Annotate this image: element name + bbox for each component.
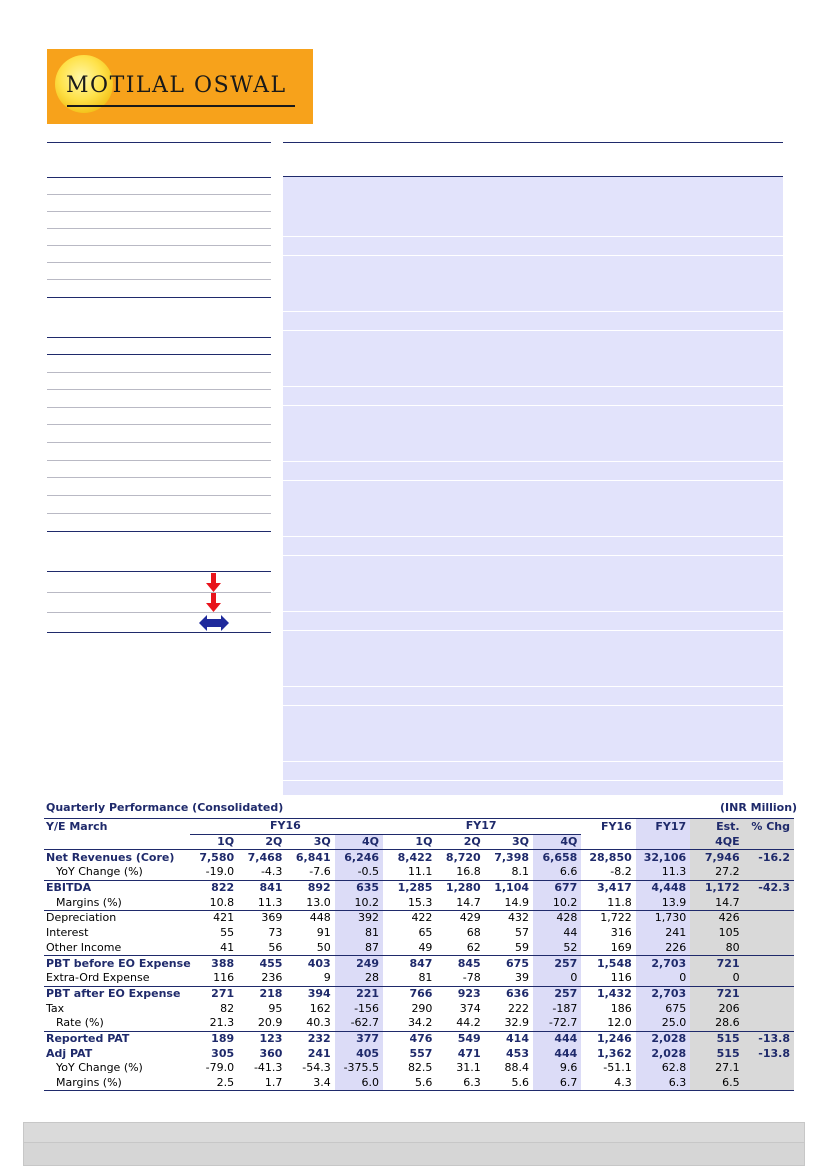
table-cell: 44 [533, 926, 581, 941]
table-cell: 11.1 [407, 865, 433, 879]
table-cell: 50 [316, 940, 331, 954]
table-cell: 7,580 [190, 850, 238, 865]
table-cell: 82 [220, 1001, 235, 1015]
table-cell: 249 [335, 956, 383, 971]
row-label: Adj PAT [46, 1046, 93, 1060]
table-cell: 4.3 [581, 1076, 635, 1091]
table-cell [744, 865, 794, 880]
table-cell: 1,246 [581, 1031, 635, 1046]
table-cell: 394 [286, 986, 334, 1001]
table-cell: 369 [238, 911, 286, 926]
table-cell: 88.4 [504, 1061, 529, 1075]
table-cell: 49 [418, 940, 433, 954]
est-header: Est. [690, 819, 743, 835]
table-cell: 206 [690, 1001, 743, 1016]
table-cell: 6,841 [286, 850, 334, 865]
quarterly-performance-table [44, 818, 794, 1091]
logo-underline [67, 105, 295, 107]
table-cell: 9.6 [533, 1061, 581, 1076]
table-cell: 841 [238, 880, 286, 895]
table-cell: -42.3 [744, 880, 794, 895]
table-cell: 515 [690, 1031, 743, 1046]
row-label: Margins (%) [56, 895, 122, 909]
table-cell: 2,028 [636, 1046, 690, 1061]
table-cell [744, 1061, 794, 1076]
fy16-annual-header: FY16 [581, 819, 635, 835]
table-cell: 11.3 [636, 865, 690, 880]
table-cell: 290 [411, 1001, 433, 1015]
table-cell: 28.6 [690, 1016, 743, 1031]
table-cell: 845 [436, 956, 484, 971]
header-row-quarters [44, 834, 794, 850]
table-cell: 15.3 [407, 895, 433, 909]
est-q-header: 4QE [690, 834, 743, 850]
table-cell: 675 [636, 1001, 690, 1016]
table-cell: 21.3 [209, 1016, 235, 1030]
table-cell: -13.8 [744, 1046, 794, 1061]
row-label: Depreciation [44, 911, 190, 926]
table-cell: 5.6 [383, 1076, 436, 1091]
fy17-annual-header: FY17 [636, 819, 690, 835]
table-cell: -13.8 [744, 1031, 794, 1046]
table-row [44, 850, 794, 865]
table-cell: 40.3 [306, 1016, 331, 1030]
row-label: YoY Change (%) [56, 1061, 143, 1075]
table-row [44, 911, 794, 926]
table-cell: 677 [533, 880, 581, 895]
table-cell: 316 [610, 926, 632, 940]
table-cell: 241 [636, 926, 690, 941]
table-cell: 87 [335, 941, 383, 956]
ye-label: Y/E March [44, 819, 190, 835]
table-cell: -0.5 [335, 865, 383, 880]
table-cell: 444 [533, 1031, 581, 1046]
table-cell: -7.6 [309, 865, 331, 879]
table-title: Quarterly Performance (Consolidated) [46, 801, 284, 814]
table-cell: 6.3 [436, 1076, 484, 1091]
table-row [44, 971, 794, 986]
table-cell: 68 [466, 926, 481, 940]
table-cell [744, 941, 794, 956]
table-cell: 7,946 [690, 850, 743, 865]
down-arrow-red-icon [206, 593, 222, 613]
row-label: Other Income [46, 940, 122, 954]
table-cell [744, 986, 794, 1001]
table-cell [744, 1016, 794, 1031]
table-cell: 675 [485, 956, 533, 971]
table-cell: 432 [485, 911, 533, 926]
table-cell: 421 [190, 911, 238, 926]
table-cell: 453 [506, 1046, 529, 1060]
table-cell: 4,448 [636, 880, 690, 895]
table-cell: -41.3 [253, 1061, 283, 1075]
table-cell: 515 [690, 1046, 743, 1061]
table-cell: 2,028 [636, 1031, 690, 1046]
q-header: 2Q [238, 834, 286, 850]
row-label: YoY Change (%) [56, 865, 143, 879]
table-cell: 388 [190, 956, 238, 971]
q-header: 1Q [383, 834, 436, 850]
table-cell: 59 [515, 940, 529, 954]
table-row [44, 895, 794, 910]
table-cell: 405 [335, 1046, 383, 1061]
q-header: 4Q [533, 834, 581, 850]
q-header: 3Q [286, 834, 334, 850]
table-cell: 1,172 [690, 880, 743, 895]
footer-bar [23, 1122, 805, 1143]
table-cell: 6.5 [690, 1076, 743, 1091]
table-cell: 2,703 [636, 986, 690, 1001]
table-cell: 428 [533, 911, 581, 926]
table-cell: 186 [610, 1001, 632, 1015]
table-cell: 10.2 [533, 895, 581, 910]
table-row [44, 1061, 794, 1076]
table-cell: 476 [383, 1031, 436, 1046]
table-cell: 73 [268, 926, 283, 940]
table-row [44, 865, 794, 880]
right-header-rule [283, 142, 783, 143]
table-cell [744, 926, 794, 941]
table-cell: 1,104 [485, 880, 533, 895]
table-cell: 52 [533, 941, 581, 956]
table-cell: 80 [690, 941, 743, 956]
table-cell: 557 [409, 1046, 433, 1060]
table-cell: 6,658 [533, 850, 581, 865]
left-header-rule [47, 142, 271, 143]
table-row [44, 956, 794, 971]
table-cell: 218 [238, 986, 286, 1001]
table-cell: 374 [459, 1001, 481, 1015]
summary-panel [283, 176, 783, 795]
table-cell: 448 [286, 911, 334, 926]
table-cell: 2,703 [636, 956, 690, 971]
row-label: PBT after EO Expense [44, 986, 190, 1001]
table-cell: 13.0 [306, 895, 331, 909]
table-cell: 8.1 [511, 865, 529, 879]
q-header: 4Q [335, 834, 383, 850]
table-cell: 8,720 [436, 850, 484, 865]
left-right-arrow-blue-icon [199, 614, 229, 632]
table-cell: 10.2 [335, 895, 383, 910]
table-row [44, 986, 794, 1001]
row-label: EBITDA [44, 880, 190, 895]
q-header: 2Q [436, 834, 484, 850]
table-cell: 6,246 [335, 850, 383, 865]
row-label: Rate (%) [56, 1016, 104, 1030]
table-cell: 414 [485, 1031, 533, 1046]
table-cell: 34.2 [407, 1016, 433, 1030]
table-cell: 1.7 [238, 1076, 286, 1091]
table-cell: 20.9 [257, 1016, 283, 1030]
table-cell: 1,362 [596, 1046, 632, 1060]
q-header: 1Q [190, 834, 238, 850]
table-cell [744, 911, 794, 926]
table-cell: 766 [383, 986, 436, 1001]
fy17-group-header: FY17 [383, 819, 581, 835]
table-cell: 241 [307, 1046, 331, 1060]
table-cell: 13.9 [636, 895, 690, 910]
table-cell: 271 [190, 986, 238, 1001]
row-label: Net Revenues (Core) [44, 850, 190, 865]
down-arrow-red-icon [206, 573, 222, 593]
table-cell: 162 [309, 1001, 331, 1015]
table-cell: 455 [238, 956, 286, 971]
row-label: Margins (%) [44, 1076, 190, 1091]
table-cell: 81 [418, 971, 433, 985]
table-cell: 635 [335, 880, 383, 895]
table-cell: 14.7 [456, 895, 481, 909]
row-label: Tax [46, 1001, 65, 1015]
table-cell: 8,422 [383, 850, 436, 865]
table-row [44, 880, 794, 895]
table-cell: 549 [436, 1031, 484, 1046]
table-cell: 236 [261, 971, 283, 985]
table-cell: 6.6 [533, 865, 581, 880]
table-cell: 636 [485, 986, 533, 1001]
table-cell: 7,468 [238, 850, 286, 865]
table-cell: -375.5 [335, 1061, 383, 1076]
row-label: Reported PAT [44, 1031, 190, 1046]
table-cell: -54.3 [302, 1061, 331, 1075]
table-cell: 12.0 [607, 1016, 632, 1030]
table-cell: 1,548 [581, 956, 635, 971]
table-cell: 7,398 [485, 850, 533, 865]
table-cell: 471 [457, 1046, 481, 1060]
table-cell: 444 [533, 1046, 581, 1061]
table-cell [744, 1001, 794, 1016]
table-cell [744, 971, 794, 986]
table-cell: 62 [466, 940, 481, 954]
q-header: 3Q [485, 834, 533, 850]
table-cell: 232 [286, 1031, 334, 1046]
table-cell: 6.3 [636, 1076, 690, 1091]
table-cell: -72.7 [533, 1016, 581, 1031]
table-cell: 0 [690, 971, 743, 986]
table-cell: 1,722 [581, 911, 635, 926]
table-cell: -19.0 [205, 865, 235, 879]
table-cell: -78 [462, 971, 481, 985]
table-cell: 82.5 [407, 1061, 433, 1075]
table-cell: 429 [436, 911, 484, 926]
table-cell: 11.8 [607, 895, 632, 909]
table-cell: 721 [690, 986, 743, 1001]
fy16-group-header: FY16 [190, 819, 383, 835]
table-cell [744, 895, 794, 910]
table-cell: -62.7 [335, 1016, 383, 1031]
table-cell: 226 [636, 941, 690, 956]
row-label: Extra-Ord Expense [46, 971, 150, 985]
table-cell: 14.7 [690, 895, 743, 910]
table-cell: 116 [213, 971, 235, 985]
header-row-years [44, 819, 794, 835]
table-cell: 3.4 [286, 1076, 334, 1091]
table-cell: 57 [515, 926, 529, 940]
table-cell: -8.2 [610, 865, 632, 879]
table-cell: 360 [259, 1046, 283, 1060]
table-cell: 1,280 [436, 880, 484, 895]
table-cell: -79.0 [205, 1061, 235, 1075]
table-cell: 1,285 [383, 880, 436, 895]
table-cell: 403 [286, 956, 334, 971]
table-cell: 3,417 [581, 880, 635, 895]
table-cell: 55 [220, 926, 235, 940]
table-cell: 2.5 [190, 1076, 238, 1091]
table-cell: 123 [238, 1031, 286, 1046]
table-cell: 27.2 [690, 865, 743, 880]
table-cell: 32,106 [636, 850, 690, 865]
pct-chg-header: % Chg [744, 819, 794, 835]
row-label: PBT before EO Expense [46, 956, 191, 970]
panel-top-rule [283, 176, 783, 177]
table-cell: 822 [190, 880, 238, 895]
table-row [44, 1001, 794, 1016]
table-cell: -4.3 [260, 865, 283, 879]
table-cell: 6.7 [533, 1076, 581, 1091]
table-cell: 62.8 [636, 1061, 690, 1076]
table-cell: 116 [610, 971, 632, 985]
table-cell: 91 [316, 926, 331, 940]
table-row [44, 1016, 794, 1031]
table-cell: 377 [335, 1031, 383, 1046]
table-row [44, 1031, 794, 1046]
footer-bar-lower [23, 1142, 805, 1166]
table-cell: 41 [220, 940, 235, 954]
table-cell: 222 [508, 1001, 529, 1015]
table-cell: -156 [335, 1001, 383, 1016]
table-cell: 31.1 [456, 1061, 481, 1075]
table-cell: 11.3 [257, 895, 283, 909]
table-cell: 28 [335, 971, 383, 986]
table-cell [744, 956, 794, 971]
table-cell: 257 [533, 956, 581, 971]
table-cell: -51.1 [603, 1061, 632, 1075]
table-row [44, 926, 794, 941]
table-cell: 392 [335, 911, 383, 926]
table-cell: 426 [690, 911, 743, 926]
table-cell: 14.9 [504, 895, 529, 909]
table-row [44, 941, 794, 956]
table-row [44, 1046, 794, 1061]
table-cell: 32.9 [504, 1016, 529, 1030]
table-cell: 1,730 [636, 911, 690, 926]
table-cell: 721 [690, 956, 743, 971]
table-row [44, 1076, 794, 1091]
table-cell: 65 [418, 926, 433, 940]
row-label: Interest [46, 926, 89, 940]
table-cell: 847 [383, 956, 436, 971]
table-cell: 39 [515, 971, 529, 985]
table-cell: 189 [190, 1031, 238, 1046]
table-cell: 923 [436, 986, 484, 1001]
table-cell: 28,850 [581, 850, 635, 865]
table-cell: 6.0 [335, 1076, 383, 1091]
table-cell: 892 [286, 880, 334, 895]
table-cell: 5.6 [485, 1076, 533, 1091]
table-cell: 257 [533, 986, 581, 1001]
table-cell: -16.2 [744, 850, 794, 865]
company-logo [47, 49, 313, 124]
table-cell: 0 [533, 971, 581, 986]
table-cell: 1,432 [581, 986, 635, 1001]
table-cell: 221 [335, 986, 383, 1001]
table-unit: (INR Million) [720, 801, 798, 814]
table-cell: 0 [636, 971, 690, 986]
table-cell: 16.8 [456, 865, 481, 879]
table-cell: 81 [335, 926, 383, 941]
table-cell: 25.0 [636, 1016, 690, 1031]
table-cell: 56 [268, 940, 283, 954]
table-cell: 44.2 [456, 1016, 481, 1030]
table-cell: 10.8 [209, 895, 235, 909]
table-cell: 27.1 [690, 1061, 743, 1076]
table-cell: 105 [690, 926, 743, 941]
table-cell: 305 [211, 1046, 235, 1060]
logo-wordmark: MOTILAL OSWAL [66, 73, 287, 98]
table-cell: -187 [533, 1001, 581, 1016]
table-cell: 9 [323, 971, 331, 985]
table-cell: 422 [383, 911, 436, 926]
table-cell [744, 1076, 794, 1091]
table-cell: 169 [610, 940, 632, 954]
table-cell: 95 [268, 1001, 283, 1015]
